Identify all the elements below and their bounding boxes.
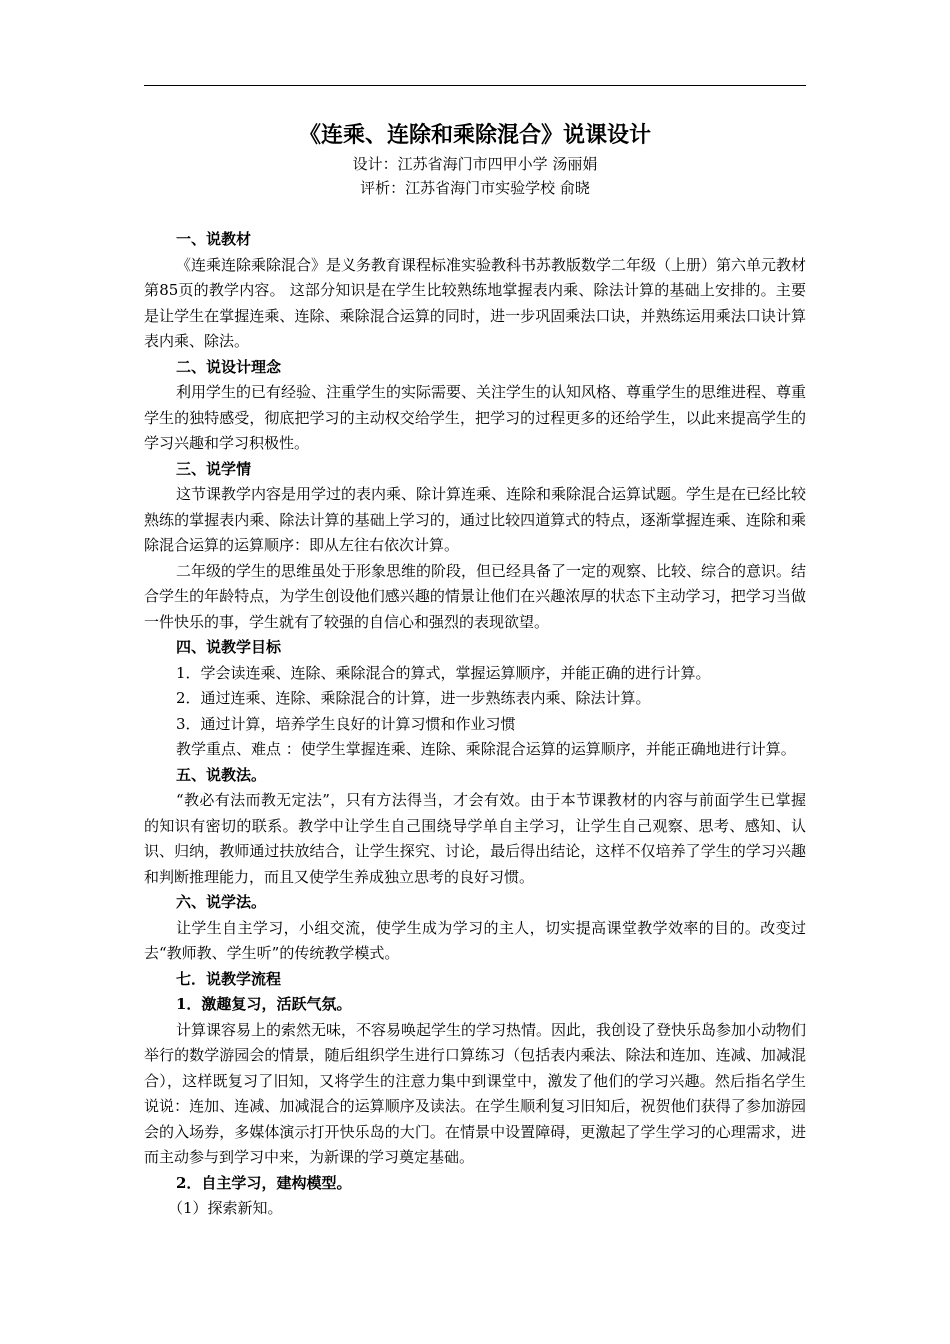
section-teaching-process — [144, 967, 806, 1222]
section-teaching-material — [144, 227, 806, 355]
paragraph: 《连乘连除乘除混合》是义务教育课程标准实验教科书苏教版数学二年级（上册）第六单元教材第85页的教学内容。 这部分知识是在学生比较熟练地掌握表内乘、除法计算的基础上安排的。主要是让学生在掌握连乘、连除、乘除混合运算的同时，进一步巩固乘法口诀，并熟练运用乘法口诀计算表内乘、除法。 — [144, 255, 807, 350]
paragraph: 计算课容易上的索然无味，不容易唤起学生的学习热情。因此，我创设了登快乐岛参加小动物们举行的数学游园会的情景，随后组织学生进行口算练习（包括表内乘法、除法和连加、连减、加减混合），这样既复习了旧知，又将学生的注意力集中到课堂中，激发了他们的学习兴趣。然后指名学生说说：连加、连减、加减混合的运算顺序及读法。在学生顺利复习旧知后，祝贺他们获得了参加游园会的入场券，多媒体演示打开快乐岛的大门。在情景中设置障碍，更激起了学生学习的心理需求，进而主动参与到学习中来，为新课的学习奠定基础。 — [144, 1020, 807, 1166]
section-student-analysis — [144, 457, 806, 636]
section-heading: 三、说学情 — [176, 459, 252, 478]
spacer — [144, 200, 806, 227]
section-heading: 五、说教法。 — [176, 765, 267, 784]
section-heading: 七．说教学流程 — [176, 969, 282, 988]
section-heading: 一、说教材 — [176, 230, 252, 248]
header-rule — [144, 85, 806, 86]
paragraph: 利用学生的已有经验、注重学生的实际需要、关注学生的认知风格、尊重学生的思维进程、尊重学生的独特感受，彻底把学习的主动权交给学生，把学习的过程更多的还给学生，以此来提高学生的学习兴趣和学习积极性。 — [144, 383, 807, 452]
subsection-heading: 2．自主学习，建构模型。 — [176, 1173, 352, 1192]
document-body — [144, 118, 806, 1222]
goal-item: 3．通过计算，培养学生良好的计算习惯和作业习惯 — [176, 714, 516, 733]
document-title: 《连乘、连除和乘除混合》说课设计 — [298, 122, 651, 148]
designer-line: 设计：江苏省海门市四甲小学 汤丽娟 — [352, 155, 598, 173]
key-points-paragraph: 教学重点、难点 ：使学生掌握连乘、连除、乘除混合运算的运算顺序，并能正确地进行计算。 — [176, 740, 796, 758]
section-design-concept — [144, 355, 806, 457]
reviewer-line: 评析：江苏省海门市实验学校 俞晓 — [360, 179, 590, 197]
section-heading: 二、说设计理念 — [176, 357, 282, 376]
section-learning-method — [144, 890, 806, 967]
section-teaching-goals — [144, 635, 806, 763]
section-teaching-method — [144, 763, 806, 891]
section-heading: 六、说学法。 — [176, 893, 267, 911]
goal-item: 2．通过连乘、连除、乘除混合的计算，进一步熟练表内乘、除法计算。 — [176, 689, 651, 707]
subsection-heading: 1．激趣复习，活跃气氛。 — [176, 995, 352, 1013]
section-heading: 四、说教学目标 — [176, 638, 282, 656]
paragraph: 二年级的学生的思维虽处于形象思维的阶段，但已经具备了一定的观察、比较、综合的意识。结合学生的年龄特点，为学生创设他们感兴趣的情景让他们在兴趣浓厚的状态下主动学习，把学习当做一件快乐的事，学生就有了较强的自信心和强烈的表现欲望。 — [144, 561, 807, 631]
goal-item: 1．学会读连乘、连除、乘除混合的算式，掌握运算顺序，并能正确的进行计算。 — [176, 663, 711, 682]
list-item: （1）探索新知。 — [168, 1199, 283, 1217]
paragraph: 这节课教学内容是用学过的表内乘、除计算连乘、连除和乘除混合运算试题。学生是在已经比较熟练的掌握表内乘、除法计算的基础上学习的，通过比较四道算式的特点，逐渐掌握连乘、连除和乘除混合运算的运算顺序：即从左往右依次计算。 — [144, 485, 807, 554]
paragraph: 让学生自主学习，小组交流，使学生成为学习的主人，切实提高课堂教学效率的目的。改变过去“教师教、学生听”的传统教学模式。 — [144, 918, 806, 962]
paragraph: “教必有法而教无定法”，只有方法得当，才会有效。由于本节课教材的内容与前面学生已掌握的知识有密切的联系。教学中让学生自己围绕导学单自主学习，让学生自己观察、思考、感知、认识、归纳，教师通过扶放结合，让学生探究、讨论，最后得出结论，这样不仅培养了学生的学习兴趣和判断推理能力，而且又使学生养成独立思考的良好习惯。 — [144, 791, 806, 886]
